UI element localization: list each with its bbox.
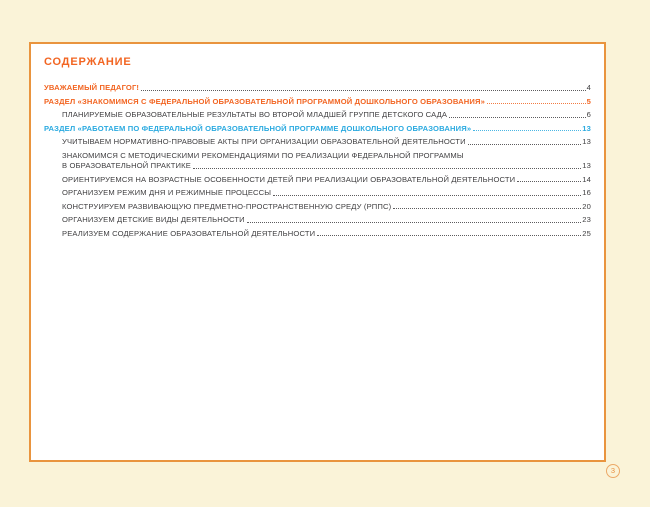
toc-entry-label: ОРИЕНТИРУЕМСЯ НА ВОЗРАСТНЫЕ ОСОБЕННОСТИ ДЕТЕЙ ПРИ РЕАЛИЗАЦИИ ОБРАЗОВАТЕЛЬНОЙ ДЕЯТЕЛЬНОСТИ [62,174,516,184]
toc-entry [44,203,591,211]
toc-entry-label: В ОБРАЗОВАТЕЛЬНОЙ ПРАКТИКЕ [62,161,191,170]
toc-entry-page: 14 [582,174,591,184]
toc-entry-page: 20 [582,201,591,211]
toc-entry-page: 5 [586,96,591,106]
toc-entry-page: 13 [582,161,591,170]
toc-entry-page: 4 [586,83,591,92]
toc-entry-label: УЧИТЫВАЕМ НОРМАТИВНО-ПРАВОВЫЕ АКТЫ ПРИ ОРГАНИЗАЦИИ ОБРАЗОВАТЕЛЬНОЙ ДЕЯТЕЛЬНОСТИ [62,137,466,146]
toc-entry-line1 [44,152,591,160]
toc-section-entry [44,125,591,133]
toc-entry-label: ОРГАНИЗУЕМ ДЕТСКИЕ ВИДЫ ДЕЯТЕЛЬНОСТИ [62,215,245,224]
toc-entry-line2 [44,162,591,170]
dot-leader [247,222,581,223]
toc-entry [44,230,591,238]
dot-leader [487,103,586,104]
toc-entry-page: 13 [582,123,591,133]
toc-entry-label: РАЗДЕЛ «РАБОТАЕМ ПО ФЕДЕРАЛЬНОЙ ОБРАЗОВАТЕЛЬНОЙ ПРОГРАММЕ ДОШКОЛЬНОГО ОБРАЗОВАНИЯ» [44,123,472,133]
dot-leader [393,208,581,209]
toc-page [31,44,604,238]
dot-leader [473,130,581,131]
toc-entry-label: ЗНАКОМИМСЯ С МЕТОДИЧЕСКИМИ РЕКОМЕНДАЦИЯМИ ПО РЕАЛИЗАЦИИ ФЕДЕРАЛЬНОЙ ПРОГРАММЫ [62,150,464,160]
toc-entry [44,84,591,92]
page-title: СОДЕРЖАНИЕ [44,56,132,68]
dot-leader [468,144,582,145]
toc-entry-label: КОНСТРУИРУЕМ РАЗВИВАЮЩУЮ ПРЕДМЕТНО-ПРОСТРАНСТВЕННУЮ СРЕДУ (РППС) [62,201,392,211]
toc-entry [44,111,591,119]
toc-entry-page: 16 [582,188,591,197]
page-number-badge [606,464,620,478]
content-box [29,42,606,462]
dot-leader [193,168,581,169]
toc-section-entry [44,98,591,106]
toc-entry-label: ОРГАНИЗУЕМ РЕЖИМ ДНЯ И РЕЖИМНЫЕ ПРОЦЕССЫ [62,188,272,197]
dot-leader [141,90,586,91]
toc-entry-label: УВАЖАЕМЫЙ ПЕДАГОГ! [44,83,140,92]
toc-entry-page: 25 [582,228,591,238]
toc-entry [44,176,591,184]
dot-leader [273,195,581,196]
toc-entry-page: 23 [582,215,591,224]
toc-entry [44,138,591,146]
toc-entry-page: 6 [586,110,591,119]
toc-list [44,84,591,238]
toc-entry-label: РЕАЛИЗУЕМ СОДЕРЖАНИЕ ОБРАЗОВАТЕЛЬНОЙ ДЕЯТЕЛЬНОСТИ [62,228,316,238]
toc-entry-label: РАЗДЕЛ «ЗНАКОМИМСЯ С ФЕДЕРАЛЬНОЙ ОБРАЗОВАТЕЛЬНОЙ ПРОГРАММОЙ ДОШКОЛЬНОГО ОБРАЗОВАНИЯ» [44,96,485,106]
page-number: 3 [610,466,616,475]
toc-entry [44,189,591,197]
toc-entry-label: ПЛАНИРУЕМЫЕ ОБРАЗОВАТЕЛЬНЫЕ РЕЗУЛЬТАТЫ ВО ВТОРОЙ МЛАДШЕЙ ГРУППЕ ДЕТСКОГО САДА [62,110,448,119]
dot-leader [317,235,581,236]
dot-leader [449,117,586,118]
dot-leader [517,181,581,182]
toc-entry [44,216,591,224]
toc-entry-page: 13 [582,137,591,146]
